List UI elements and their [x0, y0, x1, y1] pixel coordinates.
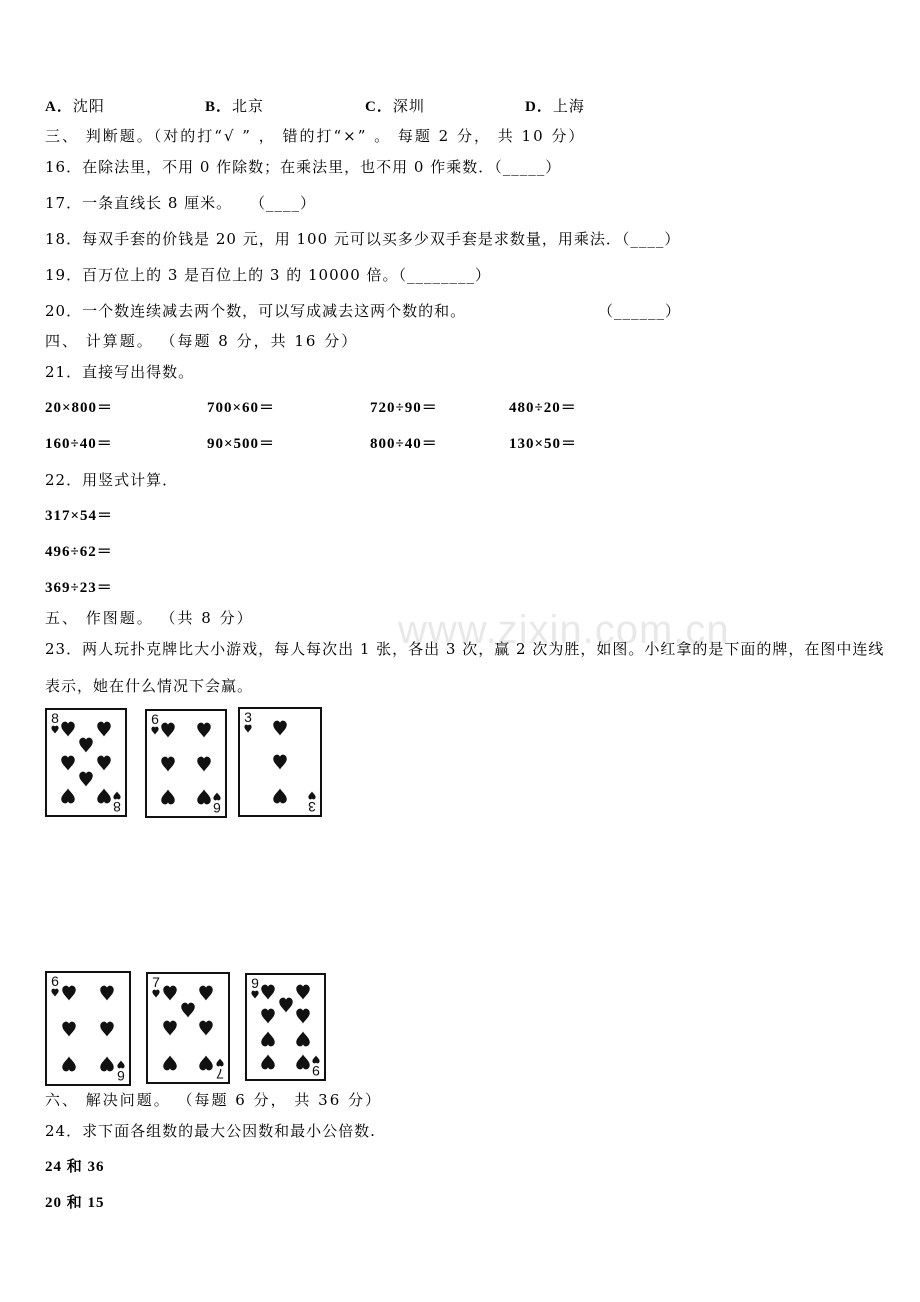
- heart-pip: [196, 721, 211, 738]
- heart-icon: [51, 988, 59, 997]
- heart-pip: [61, 720, 76, 737]
- heart-icon: [251, 990, 259, 999]
- heart-icon: [312, 1055, 320, 1064]
- question-17-blank: （____）: [250, 194, 317, 212]
- option-b: [205, 97, 264, 116]
- card-corner-index: [211, 792, 223, 815]
- heart-pip: [79, 736, 94, 753]
- card-corner-index: [49, 711, 61, 734]
- question-17: 17．一条直线长 8 厘米。: [45, 194, 233, 212]
- heart-pip: [161, 721, 176, 738]
- calc-expression: 480÷20＝: [509, 400, 577, 416]
- heart-pip: [96, 754, 111, 771]
- option-text: 深圳: [392, 97, 425, 115]
- card-corner-index: [249, 976, 261, 999]
- watermark: www.zixin.com.cn: [398, 608, 730, 652]
- card-rank: 9: [251, 975, 259, 991]
- heart-pip: [260, 983, 275, 1000]
- heart-icon: [213, 792, 221, 801]
- card-corner-index: [49, 974, 61, 997]
- heart-pip: [273, 787, 288, 804]
- number-group: 24 和 36: [45, 1159, 105, 1175]
- heart-pip: [62, 1020, 77, 1037]
- heart-pip: [61, 788, 76, 805]
- heart-pip: [199, 985, 214, 1002]
- card-corner-index: [214, 1058, 226, 1081]
- heart-pip: [99, 1020, 114, 1037]
- heart-pip: [278, 997, 293, 1014]
- heart-pip: [296, 983, 311, 1000]
- heart-pip: [61, 754, 76, 771]
- card-rank: 6: [51, 973, 59, 989]
- number-group: 20 和 15: [45, 1195, 105, 1211]
- option-text: 沈阳: [72, 97, 105, 115]
- heart-pip: [273, 720, 288, 737]
- card-corner-index: [310, 1055, 322, 1078]
- heart-pip: [99, 1056, 114, 1073]
- heart-pip: [260, 1031, 275, 1048]
- heart-pip: [161, 755, 176, 772]
- heart-pip: [62, 984, 77, 1001]
- heart-pip: [260, 1007, 275, 1024]
- playing-card-bottom-1: [45, 971, 131, 1086]
- calc-expression: 720÷90＝: [370, 400, 438, 416]
- question-22-prompt: 22．用竖式计算．: [45, 471, 179, 489]
- playing-card-bottom-2: [146, 972, 230, 1084]
- heart-pip: [161, 789, 176, 806]
- question-23-prompt-line-1: 23．两人玩扑克牌比大小游戏，每人每次出 1 张，各出 3 次，赢 2 次为胜，如图。小红拿的是下面的牌，在图中连线: [45, 640, 885, 658]
- card-rank: 7: [216, 1066, 224, 1082]
- heart-pip: [181, 1001, 196, 1018]
- calc-expression: 800÷40＝: [370, 436, 438, 452]
- section-4-heading: 四、 计算题。 （每题 8 分，共 16 分）: [45, 332, 359, 350]
- card-rank: 3: [244, 709, 252, 725]
- section-5-heading: 五、 作图题。 （共 8 分）: [45, 609, 254, 627]
- vertical-calc-expression: 369÷23＝: [45, 580, 113, 596]
- heart-icon: [51, 725, 59, 734]
- heart-pip: [162, 1054, 177, 1071]
- heart-pip: [99, 984, 114, 1001]
- heart-icon: [308, 791, 316, 800]
- option-c: [365, 97, 425, 116]
- question-20-blank: （______）: [598, 302, 682, 320]
- heart-pip: [96, 788, 111, 805]
- option-d: [525, 97, 585, 116]
- card-rank: 8: [113, 799, 121, 815]
- card-rank: 6: [151, 711, 159, 727]
- heart-pip: [196, 789, 211, 806]
- heart-pip: [162, 985, 177, 1002]
- playing-card-bottom-3: [245, 973, 326, 1081]
- heart-pip: [296, 1031, 311, 1048]
- heart-pip: [260, 1054, 275, 1071]
- card-rank: 6: [213, 800, 221, 816]
- section-6-heading: 六、 解决问题。 （每题 6 分， 共 36 分）: [45, 1091, 383, 1109]
- vertical-calc-expression: 496÷62＝: [45, 544, 113, 560]
- heart-icon: [244, 724, 252, 733]
- heart-icon: [216, 1058, 224, 1067]
- option-label: C．: [365, 99, 393, 115]
- card-corner-index: [150, 975, 162, 998]
- vertical-calc-expression: 317×54＝: [45, 508, 114, 524]
- heart-pip: [199, 1020, 214, 1037]
- question-19: 19．百万位上的 3 是百位上的 3 的 10000 倍。（________）: [45, 266, 492, 284]
- heart-pip: [196, 755, 211, 772]
- question-23-prompt-line-2: 表示，她在什么情况下会赢。: [45, 677, 254, 695]
- question-16: 16．在除法里，不用 0 作除数；在乘法里，也不用 0 作乘数．（_____）: [45, 158, 562, 176]
- option-label: D．: [525, 99, 553, 115]
- heart-icon: [117, 1060, 125, 1069]
- calc-expression: 90×500＝: [207, 436, 276, 452]
- option-text: 上海: [552, 97, 585, 115]
- heart-pip: [296, 1007, 311, 1024]
- question-20: 20．一个数连续减去两个数，可以写成减去这两个数的和。: [45, 302, 467, 320]
- card-rank: 8: [51, 710, 59, 726]
- heart-pip: [296, 1054, 311, 1071]
- question-21-prompt: 21．直接写出得数。: [45, 363, 195, 381]
- question-18: 18．每双手套的价钱是 20 元，用 100 元可以买多少双手套是求数量，用乘法．（____）: [45, 230, 681, 248]
- heart-pip: [162, 1020, 177, 1037]
- card-rank: 3: [308, 799, 316, 815]
- option-a: [45, 97, 105, 116]
- heart-icon: [151, 726, 159, 735]
- section-3-heading: 三、 判断题。（对的打“√ ” ， 错的打“×” 。 每题 2 分， 共 10 分）: [45, 127, 586, 145]
- card-corner-index: [115, 1060, 127, 1083]
- calc-expression: 130×50＝: [509, 436, 578, 452]
- playing-card-top-2: [145, 709, 227, 818]
- card-rank: 6: [117, 1068, 125, 1084]
- playing-card-top-1: [45, 708, 127, 817]
- calc-expression: 160÷40＝: [45, 436, 113, 452]
- heart-icon: [152, 989, 160, 998]
- heart-pip: [273, 754, 288, 771]
- card-corner-index: [306, 791, 318, 814]
- option-label: B．: [205, 99, 233, 115]
- card-rank: 7: [152, 974, 160, 990]
- heart-pip: [96, 720, 111, 737]
- option-label: A．: [45, 99, 73, 115]
- heart-pip: [79, 771, 94, 788]
- card-corner-index: [242, 710, 254, 733]
- card-corner-index: [149, 712, 161, 735]
- calc-expression: 700×60＝: [207, 400, 276, 416]
- playing-card-top-3: [238, 707, 322, 817]
- option-text: 北京: [232, 97, 265, 115]
- heart-pip: [199, 1054, 214, 1071]
- calc-expression: 20×800＝: [45, 400, 114, 416]
- card-corner-index: [111, 791, 123, 814]
- heart-icon: [113, 791, 121, 800]
- question-24-prompt: 24．求下面各组数的最大公因数和最小公倍数.: [45, 1122, 376, 1140]
- heart-pip: [62, 1056, 77, 1073]
- card-rank: 9: [312, 1063, 320, 1079]
